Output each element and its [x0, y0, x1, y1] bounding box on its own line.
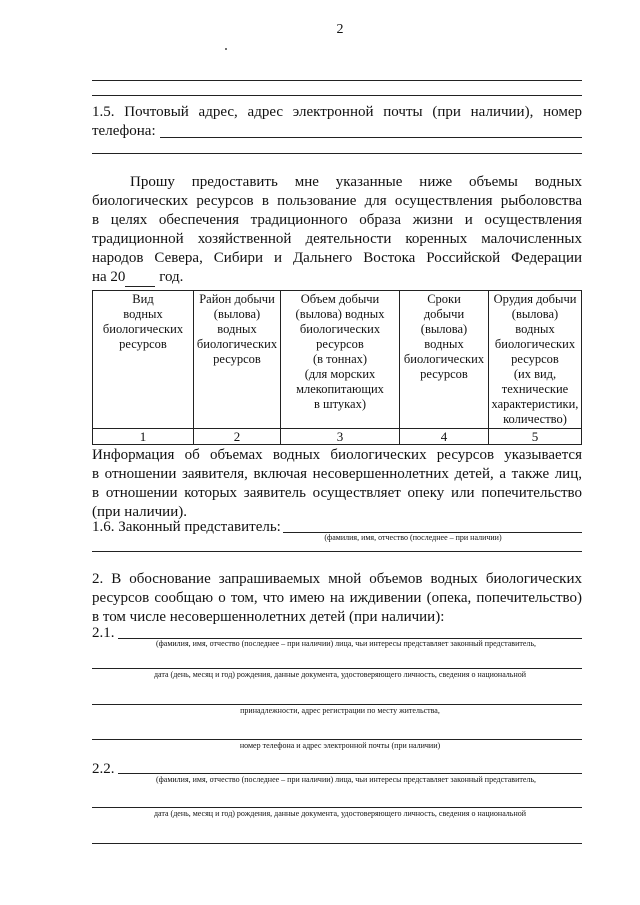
request-year-prefix: на 20 [92, 269, 126, 285]
column-number: 2 [194, 429, 281, 445]
header-cell-area: Район добычи (вылова) водных биологических ресурсов [194, 291, 281, 429]
header-cell-volume: Объем добычи (вылова) водных биологических ресурсов (в тоннах) (для морских млекопитающих в штуках) [281, 291, 400, 429]
request-line-3: в целях обеспечения традиционного образа жизни и осуществления [92, 212, 582, 228]
table-number-row [93, 429, 582, 445]
info-line-3: в отношении которых заявитель осуществляет опеку или попечительство [92, 485, 582, 501]
page-number: 2 [336, 22, 344, 37]
info-line-1: Информация об объемах водных биологических ресурсов указывается [92, 447, 582, 463]
section-2-2-label: 2.2. [92, 761, 115, 777]
year-input[interactable] [125, 272, 155, 287]
dependent-1-line-4[interactable] [92, 739, 582, 740]
header-cell-species: Вид водных биологических ресурсов [93, 291, 194, 429]
speck [225, 48, 227, 50]
section-1-5-text-2: телефона: [92, 123, 156, 139]
dependent-2-caption-2: дата (день, месяц и год) рождения, данные документа, удостоверяющего личность, сведения о национальной [153, 809, 527, 818]
dependent-1-caption-1: (фамилия, имя, отчество (последнее – при наличии) лица, чьи интересы представляет законный представитель, [155, 639, 537, 648]
dependent-2-line-3[interactable] [92, 843, 582, 844]
section-2-line-3: в том числе несовершеннолетних детей (при наличии): [92, 609, 445, 625]
column-number: 1 [93, 429, 194, 445]
dependent-1-caption-4: номер телефона и адрес электронной почты (при наличии) [239, 741, 441, 750]
column-number: 3 [281, 429, 400, 445]
info-line-2: в отношении заявителя, включая несовершеннолетних детей, а также лиц, [92, 466, 582, 482]
request-line-5: народов Севера, Сибири и Дальнего Востока Российской Федерации [92, 250, 582, 266]
blank-line [92, 80, 582, 81]
section-1-6-label: 1.6. Законный представитель: [92, 519, 281, 535]
dependent-1-line-2[interactable] [92, 668, 582, 669]
request-line-4: традиционной хозяйственной деятельности коренных малочисленных [92, 231, 582, 247]
blank-line [92, 95, 582, 96]
request-year-suffix: год. [159, 269, 184, 285]
resources-table [92, 290, 582, 445]
request-year [92, 268, 183, 287]
representative-caption: (фамилия, имя, отчество (последнее – при наличии) [324, 533, 502, 542]
dependent-1-line-3[interactable] [92, 704, 582, 705]
phone-input-line[interactable] [160, 137, 582, 138]
request-line-1: Прошу предоставить мне указанные ниже объемы водных [130, 174, 582, 190]
section-2-line-2: ресурсов сообщаю о том, что имею на иждивении (опека, попечительство) [92, 590, 582, 606]
section-2-1-label: 2.1. [92, 625, 115, 641]
dependent-1-caption-3: принадлежности, адрес регистрации по месту жительства, [240, 706, 440, 715]
header-cell-dates: Сроки добычи (вылова) водных биологических ресурсов [400, 291, 489, 429]
dependent-1-caption-2: дата (день, месяц и год) рождения, данные документа, удостоверяющего личность, сведения о национальной [153, 670, 527, 679]
address-input-line[interactable] [92, 153, 582, 154]
column-number: 4 [400, 429, 489, 445]
dependent-2-name-line[interactable] [118, 773, 582, 774]
info-line-4: (при наличии). [92, 504, 187, 520]
section-1-5-text: 1.5. Почтовый адрес, адрес электронной почты (при наличии), номер [92, 104, 582, 120]
section-2-line-1: 2. В обоснование запрашиваемых мной объемов водных биологических [92, 571, 582, 587]
request-line-2: биологических ресурсов в пользование для осуществления рыболовства [92, 193, 582, 209]
table-header-row [93, 291, 582, 429]
header-cell-gear: Орудия добычи (вылова) водных биологических ресурсов (их вид, технические характеристики, количество) [489, 291, 582, 429]
dependent-2-line-2[interactable] [92, 807, 582, 808]
dependent-2-caption-1: (фамилия, имя, отчество (последнее – при наличии) лица, чьи интересы представляет законный представитель, [155, 775, 537, 784]
column-number: 5 [489, 429, 582, 445]
blank-line [92, 551, 582, 552]
